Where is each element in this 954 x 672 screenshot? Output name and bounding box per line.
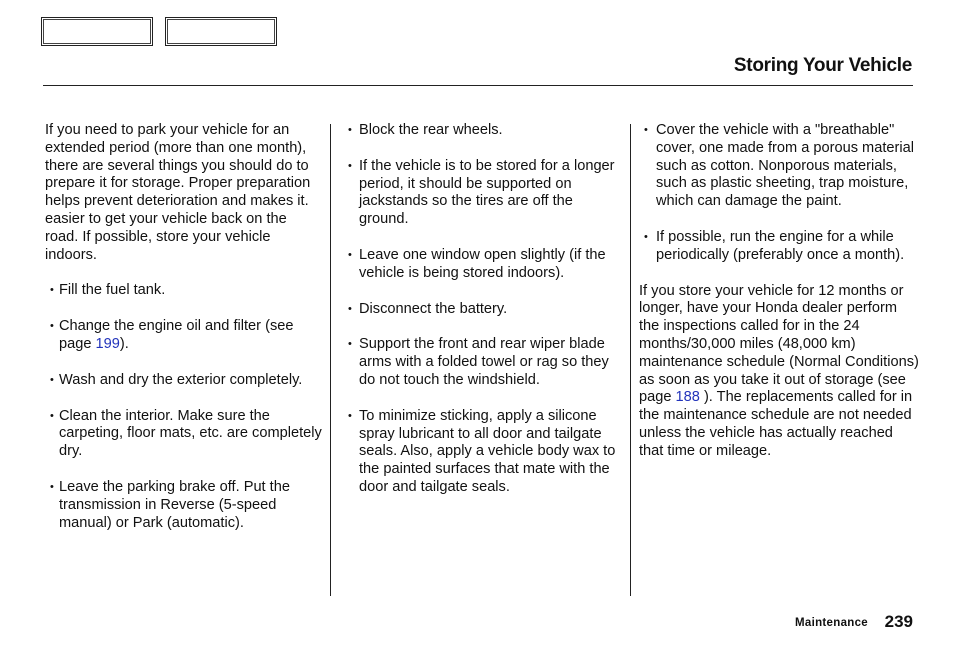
bullet-parking-brake [45, 479, 323, 532]
paragraph-text: If you store your vehicle for 12 months or longer, have your Honda dealer perform the inspections called for in the 24 months/30,000 miles (48,000 km) maintenance schedule (Normal Conditions) as soon as you take it out of storage (see page [639, 282, 919, 406]
bullet-text: Change the engine oil and filter (see page [59, 318, 294, 352]
bullet-jackstands: • If the vehicle is to be stored for a longer period, it should be supported on jackstands so the tires are off the ground. [348, 158, 618, 229]
bullet-seal-lubricant: • To minimize sticking, apply a silicone spray lubricant to all door and tailgate seals. Also, apply a vehicle body wax to the painted surfaces that mate with the door and tailgate seals. [348, 408, 618, 497]
bullet-run-engine: • If possible, run the engine for a while periodically (preferably once a month). [639, 229, 919, 265]
title-rule [43, 85, 913, 86]
bullet-wiper-arms: • Support the front and rear wiper blade arms with a folded towel or rag so they do not touch the windshield. [348, 336, 618, 389]
bullet-clean-interior [45, 408, 323, 461]
column-divider [630, 124, 631, 596]
bullet-text: Clean the interior. Make sure the carpeting, floor mats, etc. are completely dry. [59, 407, 322, 460]
column-2 [348, 122, 618, 515]
intro-paragraph: If you need to park your vehicle for an extended period (more than one month), there are several things you should do to prepare it for storage. Proper preparation helps prevent deterioration and makes it. easier to get your vehicle back on the road. If possible, store your vehicle indoors. [45, 122, 311, 263]
column-1 [45, 122, 323, 550]
page-reference-link[interactable]: 188 [675, 389, 700, 406]
bullet-text: Leave the parking brake off. Put the transmission in Reverse (5-speed manual) or Park (automatic). [59, 478, 290, 531]
bullet-wash-dry [45, 372, 323, 390]
bullet-disconnect-battery: • Disconnect the battery. [348, 301, 618, 319]
section-label: Maintenance [795, 617, 868, 629]
long-storage-paragraph [639, 283, 919, 461]
bullet-change-oil [45, 318, 323, 354]
next-page-button[interactable] [165, 17, 277, 46]
previous-page-button[interactable] [41, 17, 153, 46]
page-reference-link[interactable]: 199 [95, 335, 120, 352]
bullet-text: Wash and dry the exterior completely. [59, 371, 303, 388]
bullet-vehicle-cover: • Cover the vehicle with a "breathable" cover, one made from a porous material such as cotton. Nonporous materials, such as plastic sheeting, trap moisture, which can damage the paint. [639, 122, 919, 211]
page-number: 239 [884, 612, 913, 631]
bullet-block-wheels: • Block the rear wheels. [348, 122, 618, 140]
column-3 [639, 122, 919, 479]
bullet-text: Fill the fuel tank. [59, 282, 166, 299]
bullet-text-end: ). [119, 335, 129, 352]
bullet-fill-fuel [45, 282, 323, 300]
paragraph-text-end: ). The replacements called for in the maintenance schedule are not needed unless the vehicle has actually reached that time or mileage. [639, 389, 913, 459]
page-title: Storing Your Vehicle [733, 55, 912, 76]
bullet-window-open: • Leave one window open slightly (if the vehicle is being stored indoors). [348, 247, 618, 283]
column-divider [330, 124, 331, 596]
